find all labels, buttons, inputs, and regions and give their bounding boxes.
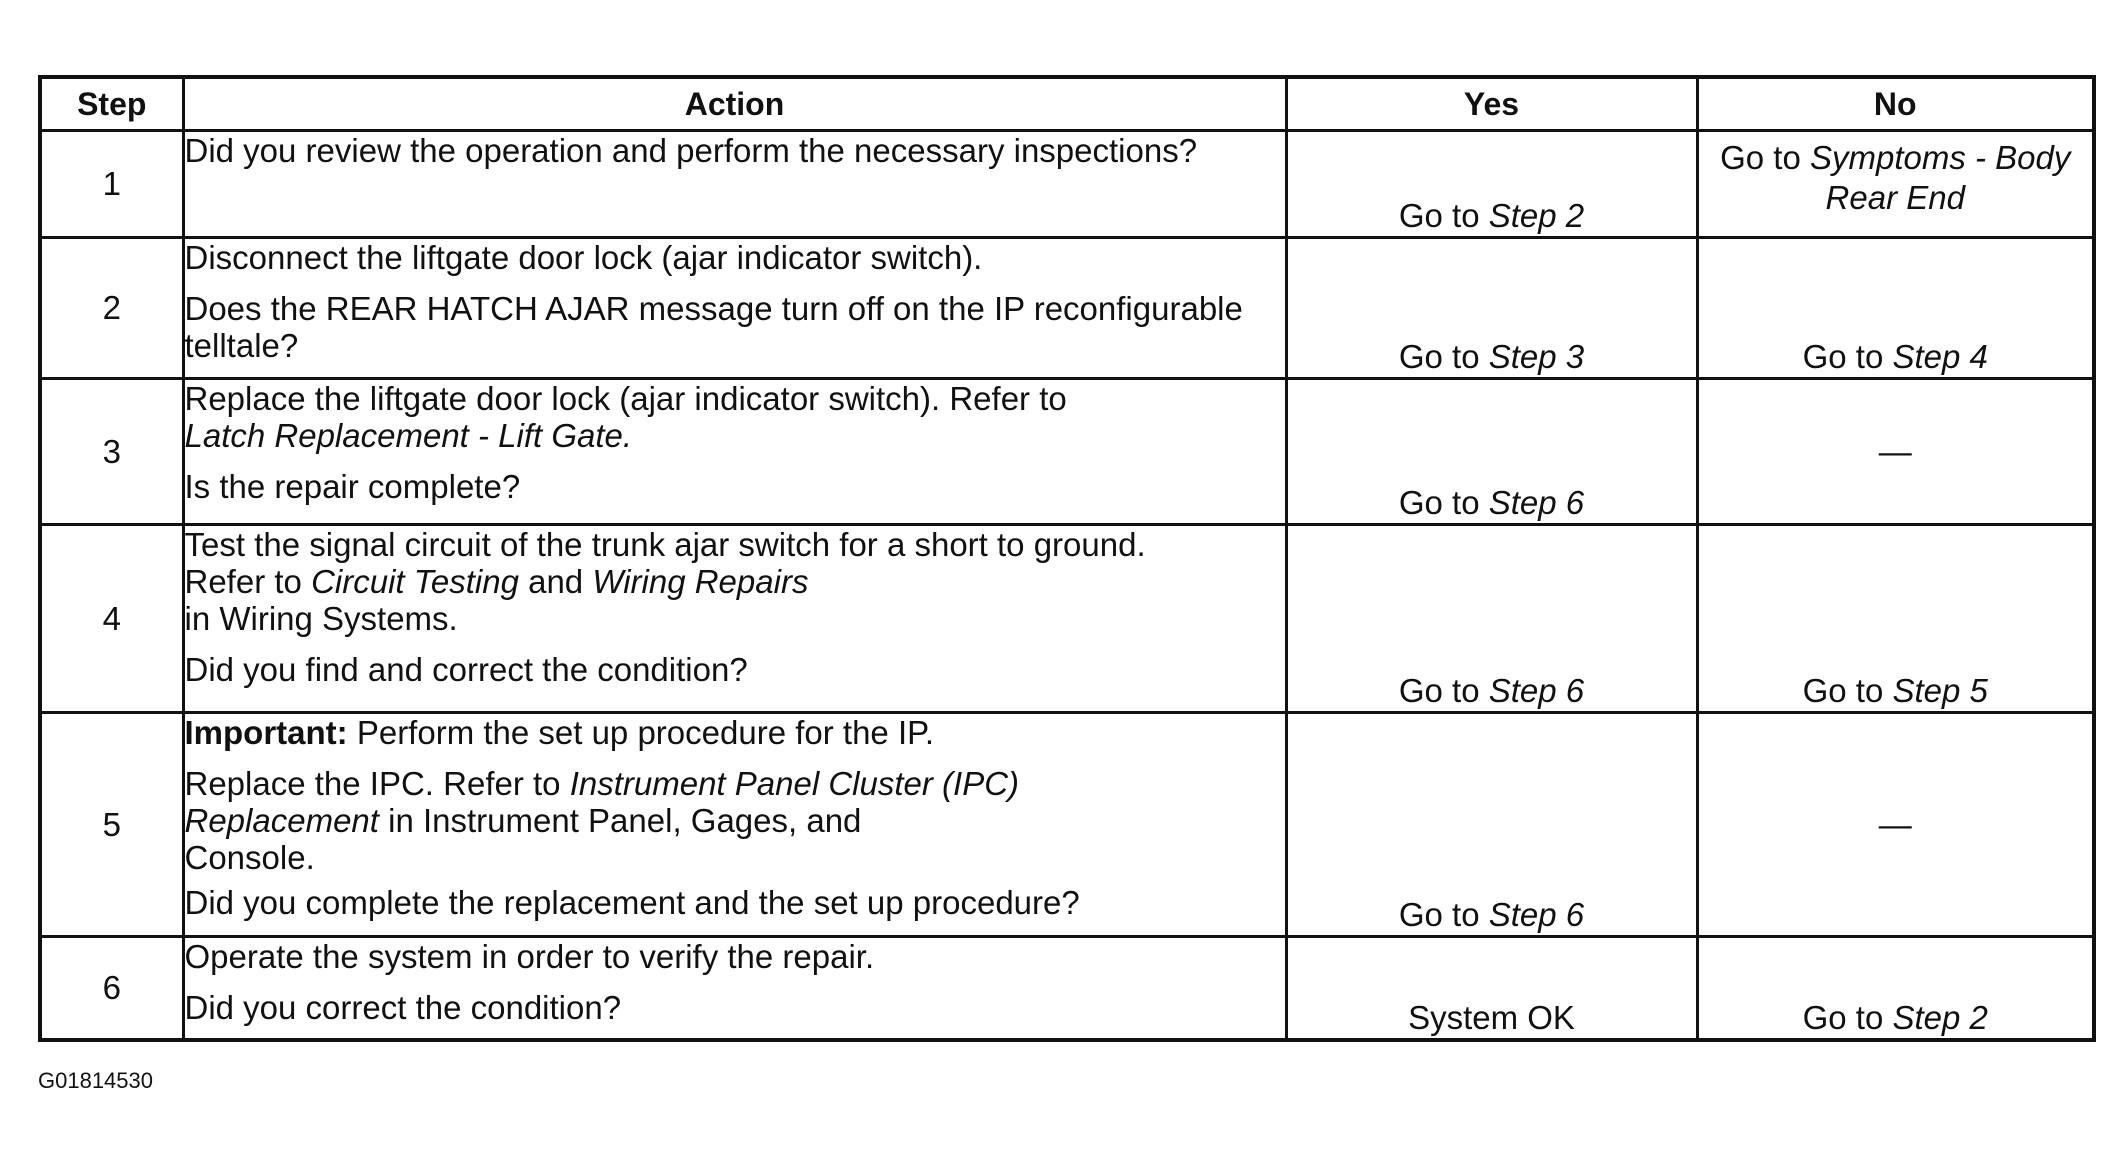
wiring-repairs-link[interactable]: Wiring Repairs — [592, 563, 809, 600]
table-row — [40, 238, 2094, 379]
action-cell — [183, 525, 1286, 713]
diagnostic-table-container — [38, 75, 2092, 1042]
action-question: Is the repair complete? — [184, 468, 521, 505]
table-row — [40, 379, 2094, 525]
action-text-part: in Wiring Systems. — [184, 600, 458, 637]
latch-replacement-link[interactable]: Latch Replacement - Lift Gate. — [184, 417, 633, 454]
yes-cell — [1286, 131, 1697, 238]
no-cell-dash: — — [1697, 713, 2094, 937]
yes-prefix: Go to — [1398, 338, 1489, 375]
action-text-part: Replace the liftgate door lock (ajar indicator switch). Refer to — [184, 380, 1067, 417]
action-question: Does the REAR HATCH AJAR message turn off on the IP reconfigurable telltale? — [184, 290, 1243, 364]
important-text: Perform the set up procedure for the IP. — [347, 714, 935, 751]
yes-prefix: Go to — [1398, 896, 1489, 933]
header-action: Action — [183, 77, 1286, 131]
yes-prefix: Go to — [1398, 672, 1489, 709]
yes-cell — [1286, 525, 1697, 713]
table-row — [40, 713, 2094, 937]
figure-id: G01814530 — [38, 1068, 153, 1093]
action-question: Did you complete the replacement and the set up procedure? — [184, 884, 1080, 921]
action-text-part: Test the signal circuit of the trunk ajar switch for a short to ground. Refer to — [184, 526, 1146, 600]
step-number: 1 — [40, 131, 183, 238]
step-number: 5 — [40, 713, 183, 937]
no-prefix: Go to — [1802, 338, 1893, 375]
step-number: 6 — [40, 937, 183, 1041]
no-symptoms-link[interactable]: Symptoms - Body Rear End — [1809, 139, 2071, 216]
action-text-part: in Instrument Panel, Gages, and — [378, 802, 862, 839]
table-header-row — [40, 77, 2094, 131]
no-cell — [1697, 238, 2094, 379]
important-label: Important: — [184, 714, 348, 751]
action-text: Operate the system in order to verify the repair. — [184, 938, 875, 975]
action-cell — [183, 131, 1286, 238]
no-cell — [1697, 131, 2094, 238]
important-note — [185, 714, 1285, 751]
action-cell — [183, 713, 1286, 937]
header-no: No — [1697, 77, 2094, 131]
action-cell — [183, 937, 1286, 1041]
yes-cell — [1286, 238, 1697, 379]
action-question: Did you find and correct the condition? — [184, 651, 748, 688]
no-step-link[interactable]: Step 5 — [1892, 672, 1988, 709]
action-cell — [183, 379, 1286, 525]
action-text: Did you review the operation and perform the necessary inspections? — [184, 132, 1198, 169]
step-number: 2 — [40, 238, 183, 379]
no-prefix: Go to — [1720, 139, 1810, 176]
yes-prefix: Go to — [1398, 484, 1489, 521]
ipc-replacement-link[interactable]: Instrument Panel Cluster (IPC) Replacement — [184, 765, 1020, 839]
yes-cell — [1286, 379, 1697, 525]
no-prefix: Go to — [1802, 672, 1893, 709]
no-step-link[interactable]: Step 2 — [1892, 999, 1988, 1036]
step-number: 4 — [40, 525, 183, 713]
action-question: Did you correct the condition? — [184, 989, 622, 1026]
table-row — [40, 525, 2094, 713]
no-prefix: Go to — [1802, 999, 1893, 1036]
action-text-part: and — [518, 563, 593, 600]
circuit-testing-link[interactable]: Circuit Testing — [311, 563, 519, 600]
no-cell — [1697, 525, 2094, 713]
header-yes: Yes — [1286, 77, 1697, 131]
yes-step-link[interactable]: Step 6 — [1488, 484, 1585, 521]
yes-step-link[interactable]: Step 6 — [1488, 672, 1585, 709]
action-text — [185, 526, 1195, 637]
action-text-part: Console. — [184, 839, 315, 876]
no-cell — [1697, 937, 2094, 1041]
diagnostic-table — [38, 75, 2096, 1042]
yes-prefix: Go to — [1398, 197, 1489, 234]
table-row — [40, 131, 2094, 238]
header-step: Step — [40, 77, 183, 131]
yes-step-link[interactable]: Step 2 — [1488, 197, 1585, 234]
yes-cell-system-ok: System OK — [1286, 937, 1697, 1041]
action-text — [185, 380, 1285, 454]
action-text-part: Replace the IPC. Refer to — [184, 765, 570, 802]
yes-step-link[interactable]: Step 3 — [1488, 338, 1585, 375]
no-cell-dash: — — [1697, 379, 2094, 525]
action-cell — [183, 238, 1286, 379]
yes-step-link[interactable]: Step 6 — [1488, 896, 1585, 933]
yes-cell — [1286, 713, 1697, 937]
table-row — [40, 937, 2094, 1041]
no-step-link[interactable]: Step 4 — [1892, 338, 1988, 375]
step-number: 3 — [40, 379, 183, 525]
action-text: Disconnect the liftgate door lock (ajar indicator switch). — [184, 239, 983, 276]
action-text — [185, 765, 1125, 876]
